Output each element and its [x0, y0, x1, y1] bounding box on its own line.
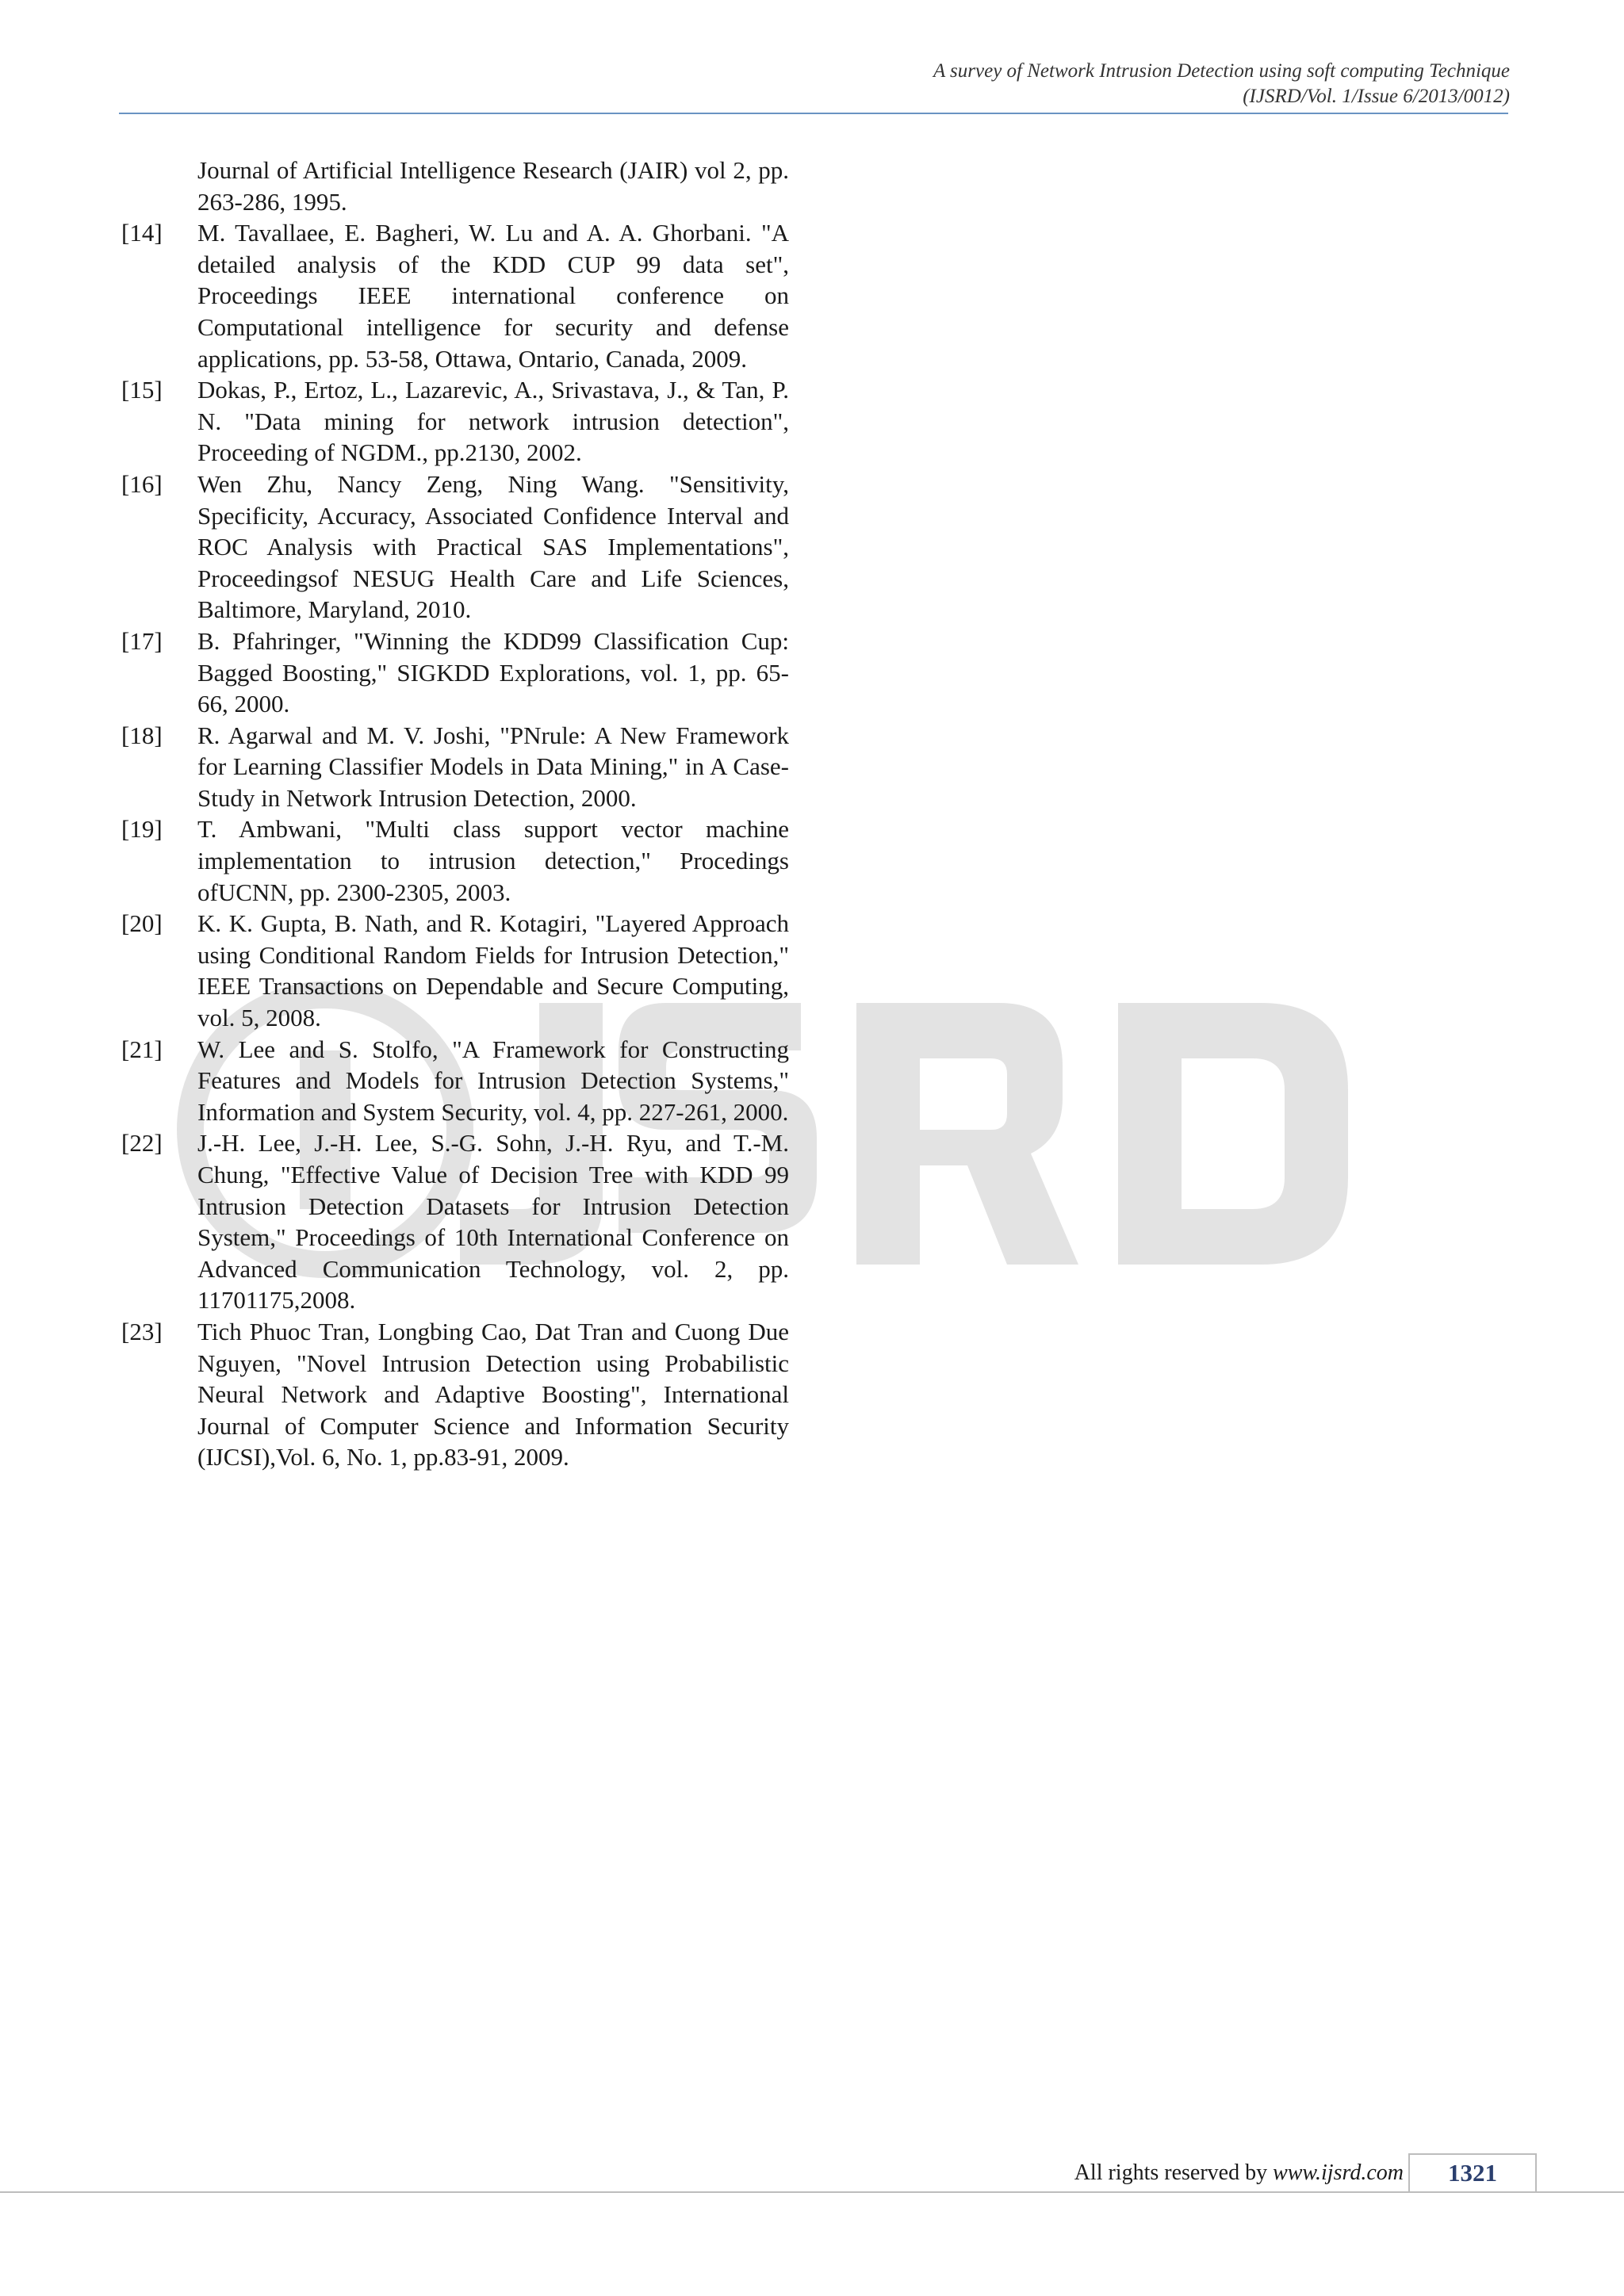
footer-divider	[0, 2191, 1624, 2193]
reference-number: [16]	[121, 469, 163, 498]
reference-item	[121, 1034, 789, 1128]
reference-text: W. Lee and S. Stolfo, "A Framework for Constructing Features and Models for Intrusion Detection Systems," Information and System Security, vol. 4, pp. 227-261, 2000.	[197, 1035, 789, 1126]
reference-text: K. K. Gupta, B. Nath, and R. Kotagiri, "Layered Approach using Conditional Random Fields for Intrusion Detection," IEEE Transactions on Dependable and Secure Computing, vol. 5, 2008.	[197, 909, 789, 1032]
reference-text: Dokas, P., Ertoz, L., Lazarevic, A., Srivastava, J., & Tan, P. N. "Data mining for network intrusion detection", Proceeding of NGDM., pp.2130, 2002.	[197, 376, 789, 467]
reference-item	[121, 1127, 789, 1316]
reference-number: [20]	[121, 909, 163, 938]
reference-number: [14]	[121, 219, 163, 247]
reference-item	[121, 813, 789, 908]
header-title: A survey of Network Intrusion Detection using soft computing Technique	[933, 60, 1510, 82]
footer-rights-label: All rights reserved by	[1074, 2160, 1274, 2185]
page-number: 1321	[1408, 2153, 1537, 2191]
header-divider	[119, 113, 1508, 114]
reference-item	[121, 908, 789, 1033]
reference-number: [22]	[121, 1129, 163, 1158]
reference-number: [19]	[121, 815, 163, 844]
reference-text: Tich Phuoc Tran, Longbing Cao, Dat Tran and Cuong Due Nguyen, "Novel Intrusion Detection using Probabilistic Neural Network and Adaptive Boosting", International Journal of Computer Science and Information Security (IJCSI),Vol. 6, No. 1, pp.83-91, 2009.	[197, 1317, 789, 1471]
running-header	[933, 59, 1510, 109]
reference-item	[121, 626, 789, 720]
reference-text: M. Tavallaee, E. Bagheri, W. Lu and A. A. Ghorbani. "A detailed analysis of the KDD CUP 99 data set", Proceedings IEEE international conference on Computational intelligence for security and defense applications, pp. 53-58, Ottawa, Ontario, Canada, 2009.	[197, 219, 789, 373]
reference-text: J.-H. Lee, J.-H. Lee, S.-G. Sohn, J.-H. Ryu, and T.-M. Chung, "Effective Value of Decision Tree with KDD 99 Intrusion Detection Datasets for Intrusion Detection System," Proceedings of 10th International Conference on Advanced Communication Technology, vol. 2, pp. 11701175,2008.	[197, 1129, 789, 1314]
reference-item	[121, 720, 789, 814]
reference-number: [18]	[121, 721, 163, 749]
reference-continuation: Journal of Artificial Intelligence Research (JAIR) vol 2, pp. 263-286, 1995.	[197, 156, 789, 216]
reference-text: Wen Zhu, Nancy Zeng, Ning Wang. "Sensitivity, Specificity, Accuracy, Associated Confidence Interval and ROC Analysis with Practical SAS Implementations", Proceedingsof NESUG Health Care and Life Sciences, Baltimore, Maryland, 2010.	[197, 469, 789, 624]
reference-item	[121, 1316, 789, 1473]
footer-site-link[interactable]: www.ijsrd.com	[1273, 2160, 1404, 2185]
footer-rights	[1074, 2160, 1404, 2187]
header-issue: (IJSRD/Vol. 1/Issue 6/2013/0012)	[1243, 86, 1510, 107]
reference-item	[121, 469, 789, 626]
reference-item	[121, 217, 789, 374]
reference-text: B. Pfahringer, "Winning the KDD99 Classification Cup: Bagged Boosting," SIGKDD Explorations, vol. 1, pp. 65-66, 2000.	[197, 626, 789, 718]
reference-text: T. Ambwani, "Multi class support vector machine implementation to intrusion detection," Procedings ofUCNN, pp. 2300-2305, 2003.	[197, 815, 789, 906]
reference-number: [23]	[121, 1317, 163, 1345]
reference-number: [17]	[121, 626, 163, 655]
references-list	[121, 155, 789, 1473]
reference-item	[121, 374, 789, 469]
reference-number: [21]	[121, 1035, 163, 1063]
reference-text: R. Agarwal and M. V. Joshi, "PNrule: A New Framework for Learning Classifier Models in Data Mining," in A Case-Study in Network Intrusion Detection, 2000.	[197, 721, 789, 812]
reference-number: [15]	[121, 376, 163, 404]
